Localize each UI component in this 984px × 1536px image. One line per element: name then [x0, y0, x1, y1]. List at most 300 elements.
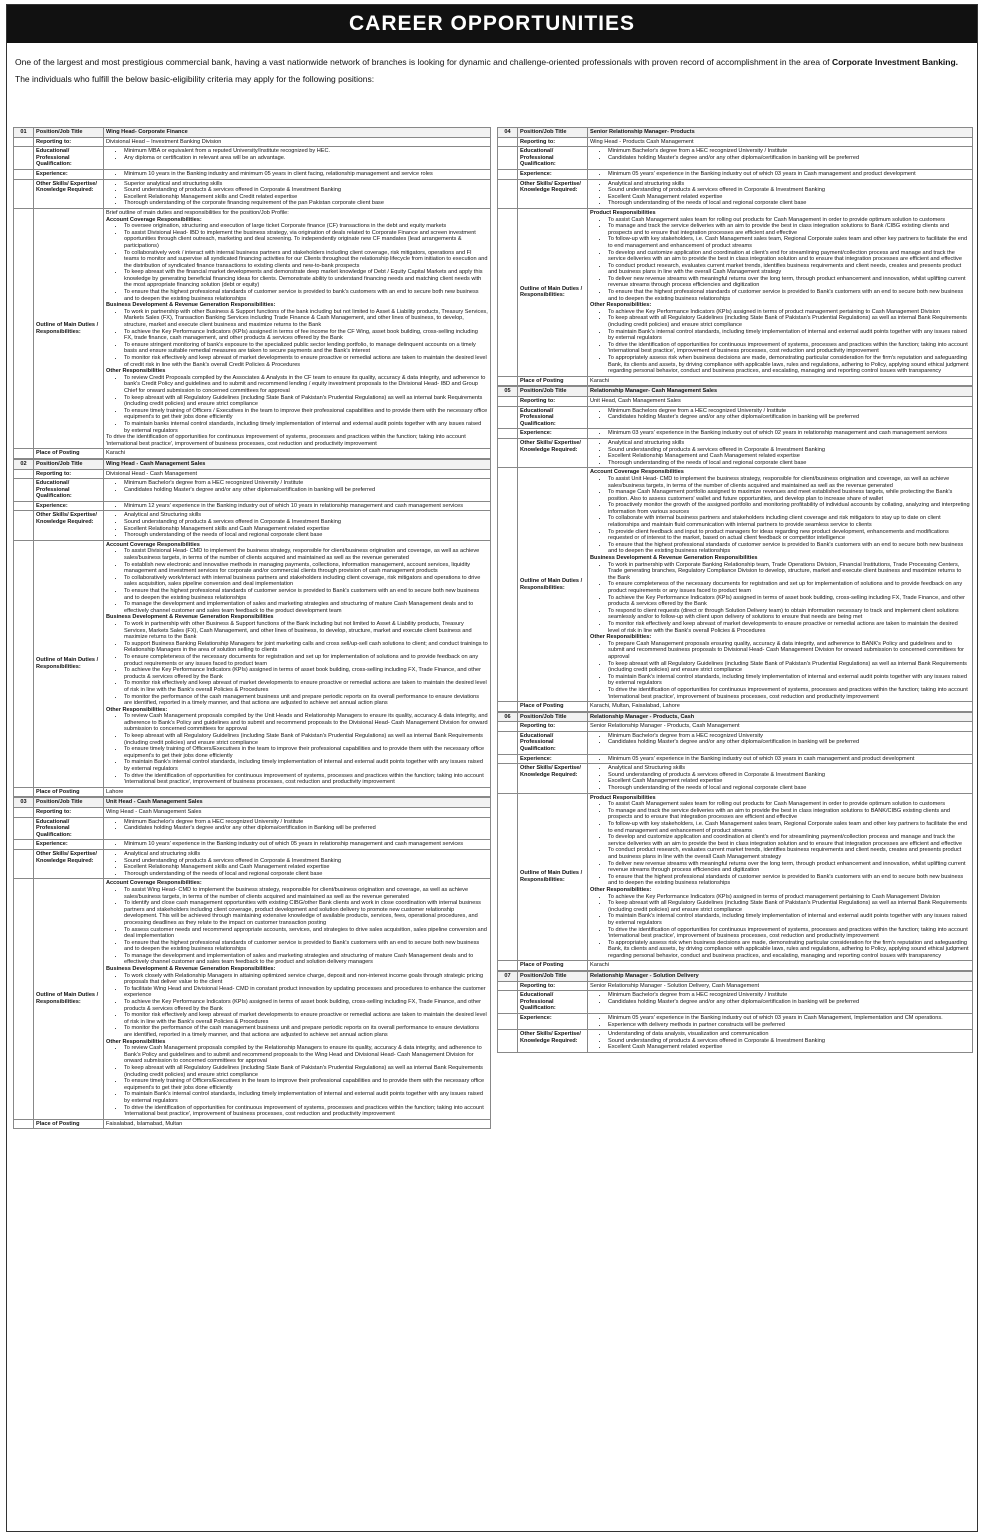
row-num-blank	[498, 429, 518, 439]
job-title: Relationship Manager - Solution Delivery	[588, 972, 973, 982]
intro-line1: One of the largest and most prestigious commercial bank, having a vast nationwide network of branches is looking for dynamic and challenge-oriented professionals with proven record of accomplishment in the area of	[15, 57, 830, 67]
bullet-item: • Minimum 05 years' experience in the Banking industry out of which 03 years in cash management and product development	[608, 756, 970, 763]
skills-row	[14, 179, 491, 208]
duties-row	[498, 208, 973, 376]
duty-item: • To keep abreast with all Regulatory Guidelines (including State Bank of Pakistan's Prudential Regulations) as well as internal bank Requirements (including credit policies) and ensure strict compliance	[124, 395, 488, 408]
job-title: Unit Head - Cash Management Sales	[104, 798, 491, 808]
skills-label: Other Skills/ Expertise/ Knowledge Required:	[518, 1030, 588, 1053]
bullet-list	[590, 408, 970, 421]
duties-list	[590, 309, 970, 375]
duties-label: Outline of Main Duties / Responsibilities:	[34, 540, 104, 787]
place-label: Place of Posting	[34, 787, 104, 797]
reporting-value: Senior Relationship Manager - Products, Cash Management	[588, 722, 973, 732]
duty-item: • To assist Cash Management sales team for rolling out products for Cash Management in order to provide optimum solution to customers	[608, 801, 970, 808]
field-value	[104, 817, 491, 840]
field-value	[104, 511, 491, 540]
row-num-blank	[14, 840, 34, 850]
duty-item: • To drive the identification of opportunities for continuous improvement of systems, processes and practices within the function; taking into account 'international best practice', improvement of business processes, cost reduction and productivity improvement	[608, 927, 970, 940]
experience-label: Experience:	[34, 501, 104, 511]
reporting-row	[14, 808, 491, 818]
reporting-label: Reporting to:	[518, 396, 588, 406]
field-value	[588, 764, 973, 793]
education-row	[498, 731, 973, 754]
row-num-blank	[14, 808, 34, 818]
bullet-list	[590, 733, 970, 746]
bullet-list	[590, 430, 970, 437]
duty-item: • To work in partnership with Corporate Banking Relationship team, Trade Operations Division, Financial Institutions, Trade Processing Centers, Trade generating branches, Regulatory Compliance Division to develop, structure, market and execute client business and maximize returns to the Bank	[608, 562, 970, 582]
bullet-item: • Sound understanding of products & services offered in Corporate & Investment Banking	[124, 187, 488, 194]
skills-row	[14, 511, 491, 540]
duty-item: • To drive the identification of opportunities for continuous improvement of systems, processes and practices within the function; taking into account 'international best practice', improvement of business processes, cost reduction and productivity improvement	[608, 687, 970, 700]
duty-item: • To keep abreast with the financial market developments and demonstrate deep market knowledge of Debt / Equity Capital Markets and apply this knowledge by generating beneficial financing ideas for clients. Demonstrate ability to understand financing needs and matching client needs with the most appropriate financing solution (debt or equity)	[124, 269, 488, 289]
job-number: 02	[14, 459, 34, 469]
duty-item: • To work closely with Relationship Managers in attaining optimized service charge, deposit and non-interest income goals through strategic pricing proposals that deliver value to the client	[124, 973, 488, 986]
place-row	[14, 449, 491, 459]
bullet-item: • Analytical and structuring skills	[608, 181, 970, 188]
job-header-row	[498, 128, 973, 138]
row-num-blank	[14, 449, 34, 459]
duties-list	[106, 1045, 488, 1118]
reporting-value: Wing Head - Products Cash Management	[588, 137, 973, 147]
reporting-label: Reporting to:	[518, 981, 588, 991]
duty-item: • To achieve the Key Performance Indicators (KPIs) assigned in terms of product management pertaining to Cash Management Division	[608, 309, 970, 316]
duties-heading: Account Coverage Responsibilities:	[106, 880, 202, 887]
row-num-blank	[498, 702, 518, 712]
education-label: Educational/ Professional Qualification:	[518, 731, 588, 754]
field-value	[588, 438, 973, 467]
bullet-list	[106, 171, 488, 178]
job-table-03	[13, 797, 491, 1129]
duty-item: • To assist Unit Head- CMD to implement the business strategy, responsible for client/business origination and coverage, as well as achieve sales/business targets, in terms of the number of clients acquired and maintained as well as the revenue generated	[608, 476, 970, 489]
duties-list	[106, 375, 488, 434]
duties-heading: Other Responsibilities:	[590, 634, 652, 641]
duty-item: • To support Business Banking Relationship Managers for joint marketing calls and cross sell/up-sell cash solutions to client; and conduct trainings to Relationship Managers in the area of solution selling to clients	[124, 641, 488, 654]
duty-item: • To deliver new revenue streams with meaningful returns over the long term, through product enhancement and innovation, whilst uplifting current revenue streams through process efficiencies and digitization	[608, 861, 970, 874]
bullet-list	[590, 756, 970, 763]
bullet-list	[590, 992, 970, 1005]
skills-row	[14, 849, 491, 878]
right-column	[497, 127, 973, 1053]
bullet-list	[106, 480, 488, 493]
job-table-07	[497, 971, 973, 1053]
field-value	[588, 147, 973, 170]
education-label: Educational/ Professional Qualification:	[518, 147, 588, 170]
field-value	[588, 754, 973, 764]
duties-list	[106, 713, 488, 786]
duty-item: • To conduct product research, evaluates current market trends, identifies business requirements and client needs, creates and presents product and business plans in line with the overall Cash Management strategy	[608, 263, 970, 276]
bullet-item: • Candidates holding Master's degree and/or any other diploma/certification in banking will be preferred	[124, 487, 488, 494]
duty-item: • To achieve the Key Performance Indicators (KPIs) assigned in terms of asset book building, cross-selling including FX, Trade Finance, and other products & services offered by the Bank	[608, 595, 970, 608]
position-label: Position/Job Title	[34, 798, 104, 808]
bullet-item: • Thorough understanding of the corporate financing requirement of the pan Pakistan corporate client base	[124, 200, 488, 207]
place-value: Faisalabad, Islamabad, Multan	[104, 1119, 491, 1129]
duty-item: • To maintain banks internal control standards, including timely implementation of internal and external audit points together with any issues raised by external regulators	[124, 421, 488, 434]
bullet-item: • Candidates holding Master's degree and/or any other diploma/certification in banking will be preferred	[608, 999, 970, 1006]
duty-item: • To ensure that the highest professional standards of customer service is provided to Bank's customers with an end to secure both new business and to deepen the existing business relationships	[608, 542, 970, 555]
duties-row	[14, 540, 491, 787]
duty-item: • To keep abreast with all Regulatory Guidelines (including State Bank of Pakistan's Prudential Regulations) as well as internal Bank Requirements (including credit policies) and ensure strict compliance	[608, 900, 970, 913]
education-row	[14, 479, 491, 502]
bullet-list	[106, 851, 488, 877]
job-table-04	[497, 127, 973, 386]
job-number: 01	[14, 128, 34, 138]
job-header-row	[498, 387, 973, 397]
duties-heading: Account Coverage Responsibilities	[590, 469, 684, 476]
education-row	[498, 406, 973, 429]
job-title: Relationship Manager- Cash Management Sales	[588, 387, 973, 397]
reporting-value: Unit Head, Cash Management Sales	[588, 396, 973, 406]
bullet-list	[590, 181, 970, 207]
duty-item: • To drive the identification of opportunities for continuous improvement of systems, processes and practices within the function; taking into account 'international best practice', improvement of business processes, cost reduction and productivity improvement	[124, 1105, 488, 1118]
bullet-item: • Excellent Cash Management related expertise	[608, 1044, 970, 1051]
duties-heading: Business Development & Revenue Generation Responsibilities	[106, 614, 274, 621]
duty-item: • To maintain Bank's internal control standards, including timely implementation of internal and external audit points together with any issues raised by external regulators	[608, 913, 970, 926]
duties-row	[14, 879, 491, 1119]
row-num-blank	[14, 849, 34, 878]
row-num-blank	[498, 376, 518, 386]
education-row	[498, 147, 973, 170]
duty-item: • To follow-up with key stakeholders, i.e. Cash Management sales team, Regional Corporate sales team and other key partners to facilitate the end to end management and enhancement of product streams	[608, 236, 970, 249]
duties-heading: Product Responsibilities	[590, 794, 656, 801]
duty-item: • To establish new electronic and innovative methods in managing payments, collections, information management, account services, liquidity management and investment services for corporate and/or commercial clients through provision of cash management products	[124, 562, 488, 575]
bullet-list	[106, 819, 488, 832]
education-row	[498, 991, 973, 1014]
duty-item: • To monitor the performance of the cash management business unit and prepare periodic reports on its overall performance to ensure deviations are identified, reported in a timely manner, and that actions are adjusted to achieve set annual action plans	[124, 694, 488, 707]
bullet-item: • Thorough understanding of the needs of local and regional corporate client base	[124, 871, 488, 878]
duty-item: • To monitor risk effectively and keep abreast of market developments to ensure proactive or remedial actions are taken to maintain the desired level of risk in line with the Bank's overall Policies & Procedures	[124, 1012, 488, 1025]
place-row	[498, 376, 973, 386]
duty-item: • To achieve the Key Performance Indicators (KPIs) assigned in terms of asset book building, cross-selling including FX, Trade Finance, and other products & services offered by the Bank	[124, 667, 488, 680]
duty-item: • To develop and customize application and coordination at client's end for streamlining payment/collection process and manage and track the service deliveries with an aim to provide the best in class integration solution and to ensure that integration processes are efficient and effective	[608, 250, 970, 263]
duty-item: • To follow-up with key stakeholders, i.e. Cash Management sales team, Regional Corporate sales team and other key partners to facilitate the end to end management and enhancement of product streams	[608, 821, 970, 834]
duty-item: • To proactively monitor the growth of the assigned portfolio and monitoring profitability of individual accounts by collating, analyzing and interpreting information from various sources	[608, 502, 970, 515]
duty-item: • To ensure completeness of the necessary documents for registration and set up for implementation of solutions and to provide feedback on any product requirements or any issues faced to product team	[608, 581, 970, 594]
bullet-list	[590, 148, 970, 161]
bullet-item: • Thorough understanding of the needs of local and regional corporate client base	[124, 532, 488, 539]
place-label: Place of Posting	[518, 702, 588, 712]
field-value	[104, 169, 491, 179]
duty-item: • To maintain Bank's internal control standards, including timely implementation of internal and external audit points together with any issues raised by external regulators	[608, 329, 970, 342]
bullet-item: • Excellent Relationship Management skills and Cash Management related expertise	[124, 526, 488, 533]
bullet-item: • Thorough understanding of the needs of local and regional corporate client base	[608, 460, 970, 467]
duty-item: • To ensure that the highest professional standards of customer service is provided to Bank's customers with an end to secure both new business and to deepen the existing business relationships	[124, 588, 488, 601]
job-table-01	[13, 127, 491, 459]
reporting-label: Reporting to:	[518, 137, 588, 147]
row-num-blank	[498, 754, 518, 764]
reporting-value: Divisional Head - Cash Management	[104, 469, 491, 479]
bullet-item: • Excellent Cash Management related expertise	[608, 194, 970, 201]
skills-row	[498, 1030, 973, 1053]
duties-list	[106, 548, 488, 614]
bullet-item: • Minimum 03 years' experience in the Banking industry out of which 02 years in relationship management and cash management services	[608, 430, 970, 437]
duties-list	[590, 641, 970, 700]
job-title: Relationship Manager - Products, Cash	[588, 712, 973, 722]
row-num-blank	[14, 147, 34, 170]
row-num-blank	[14, 1119, 34, 1129]
bullet-list	[590, 1031, 970, 1051]
row-num-blank	[14, 137, 34, 147]
skills-row	[498, 764, 973, 793]
row-num-blank	[14, 540, 34, 787]
bullet-item: • Sound understanding of products & services offered in Corporate & Investment Banking	[608, 772, 970, 779]
duties-list	[106, 309, 488, 368]
duty-item: • To manage the development and implementation of sales and marketing strategies and structuring of mature Cash Management deals and to effectively channel customer and sales team feedback to the product development team	[124, 601, 488, 614]
reporting-row	[498, 981, 973, 991]
bullet-item: • Excellent Relationship Management skills and Credit related expertise	[124, 194, 488, 201]
row-num-blank	[498, 179, 518, 208]
duty-item: • To drive the identification of opportunities for continuous improvement of systems, processes and practices within the function; taking into account 'international best practice', improvement of business processes, cost reduction and productivity improvement	[608, 342, 970, 355]
field-value	[104, 840, 491, 850]
experience-label: Experience:	[518, 754, 588, 764]
intro-line2: The individuals who fulfill the below basic-eligibility criteria may apply for the following positions:	[15, 74, 375, 84]
place-row	[14, 787, 491, 797]
duties-heading: Other Responsibilities:	[590, 302, 652, 309]
field-value	[104, 147, 491, 170]
job-number: 04	[498, 128, 518, 138]
left-column	[13, 127, 491, 1129]
duties-value	[588, 208, 973, 376]
experience-row	[14, 169, 491, 179]
place-value: Karachi	[588, 376, 973, 386]
row-num-blank	[498, 468, 518, 702]
duties-value	[588, 793, 973, 961]
row-num-blank	[14, 179, 34, 208]
duties-heading: Account Coverage Responsibilities	[106, 541, 200, 548]
duties-heading: Business Development & Revenue Generation Responsibilities:	[106, 302, 276, 309]
row-num-blank	[14, 787, 34, 797]
experience-row	[498, 429, 973, 439]
bullet-list	[106, 148, 488, 161]
bullet-item: • Excellent Relationship Management and Cash Management related expertise	[608, 453, 970, 460]
duty-item: • To ensure timely training of Officers/Executives in the team to improve their professional capabilities and to provide them with the necessary office equipment's to get their jobs done efficiently	[124, 746, 488, 759]
duty-item: • To respond to client requests (direct or through Solution Delivery team) to obtain information necessary to track and implement client solutions seamlessly and/or to follow-up with client upon delivery of solutions to ensure that needs are being met	[608, 608, 970, 621]
reporting-value: Wing Head - Cash Management Sales	[104, 808, 491, 818]
duty-item: • To keep abreast with all Regulatory Guidelines (including State Bank of Pakistan's Prudential Regulations) as well as internal Bank Requirements (including credit policies) and ensure strict compliance	[124, 733, 488, 746]
duty-item: • To prepare Cash Management proposals ensuring quality, accuracy & data integrity, and adherence to BANK's Policy and guidelines and to submit and recommend business proposals to Divisional Head- Cash Management Division for onward submission to concerned committees for approval	[608, 641, 970, 661]
skills-label: Other Skills/ Expertise/ Knowledge Required:	[518, 764, 588, 793]
reporting-value: Divisional Head – Investment Banking Division	[104, 137, 491, 147]
bullet-item: • Candidates holding Master's degree and/or any other diploma/certification in banking will be preferred	[608, 155, 970, 162]
job-number: 03	[14, 798, 34, 808]
duties-heading: Other Responsibilities	[106, 368, 166, 375]
bullet-item: • Candidates holding Master's degree and/or any other diploma/certification in banking will be preferred	[608, 739, 970, 746]
row-num-blank	[14, 879, 34, 1119]
reporting-label: Reporting to:	[518, 722, 588, 732]
bullet-item: • Superior analytical and structuring skills	[124, 181, 488, 188]
duty-item: • To ensure completeness of the necessary documents for registration and set up for implementation of solutions and to provide feedback on any product requirements or any issues faced to product team	[124, 654, 488, 667]
duties-row	[14, 208, 491, 448]
duties-list	[590, 894, 970, 960]
bullet-item: • Sound understanding of products & services offered in Corporate & Investment Banking	[608, 447, 970, 454]
row-num-blank	[498, 396, 518, 406]
place-value: Lahore	[104, 787, 491, 797]
row-num-blank	[498, 981, 518, 991]
bullet-item: • Minimum 10 years' experience in the Banking industry out of which 05 years in relationship management and cash management services	[124, 841, 488, 848]
duty-item: • To ensure stringent monitoring of bank's exposure to the specialized public sector lending portfolio, to manage delinquent accounts on a timely basis and ensure suitable remedial measures are taken to secure payments and the Bank's interest	[124, 342, 488, 355]
duties-value	[104, 208, 491, 448]
row-num-blank	[498, 406, 518, 429]
place-row	[498, 702, 973, 712]
duty-item: • To maintain Bank's internal control standards, including timely implementation of internal and external audit points together with any issues raised by external regulators	[124, 1091, 488, 1104]
row-num-blank	[498, 1014, 518, 1030]
duties-list	[590, 476, 970, 555]
bullet-item: • Analytical and Structuring skills	[124, 512, 488, 519]
bullet-item: • Sound understanding of products & services offered in Corporate & Investment Banking	[608, 187, 970, 194]
bullet-list	[106, 181, 488, 207]
job-table-06	[497, 712, 973, 971]
duties-list	[590, 562, 970, 635]
duty-item: • To maintain Bank's internal control standards, including timely implementation of internal and external audit points together with any issues raised by external regulators	[608, 674, 970, 687]
job-header-row	[14, 459, 491, 469]
duty-item: • To work in partnership with other Business & Support functions of the bank including but not limited to Asset & Liability products, Treasury Services, Markets Sales (FX), Transaction Banking Services including Trade Finance & Cash Management, and other lines of business, to develop, structure, market and execute client business and maximize returns to the Bank	[124, 309, 488, 329]
job-header-row	[498, 972, 973, 982]
bullet-item: • Candidates holding Master's degree and/or any other diploma/certification in Banking will be preferred	[124, 825, 488, 832]
experience-row	[14, 840, 491, 850]
bullet-item: • Minimum 10 years in the Banking industry and minimum 05 years in client facing, relationship management and service roles	[124, 171, 488, 178]
row-num-blank	[14, 501, 34, 511]
duty-item: • To review Cash Management proposals compiled by the Relationship Managers to ensure its quality, accuracy & data integrity, and adherence to Bank's Policy and guidelines and to submit and recommend proposals to the Wing Head and Divisional Head- Cash Management Division for onward submission to concerned committees for approval	[124, 1045, 488, 1065]
position-label: Position/Job Title	[518, 972, 588, 982]
bullet-item: • Thorough understanding of the needs of local and regional corporate client base	[608, 200, 970, 207]
banner-title: CAREER OPPORTUNITIES	[7, 5, 977, 43]
field-value	[104, 179, 491, 208]
duty-item: • To drive the identification of opportunities for continuous improvement of systems, processes and practices within the function; taking into account 'international best practice', improvement of business processes, cost reduction and productivity improvement	[124, 773, 488, 786]
skills-row	[498, 179, 973, 208]
bullet-list	[106, 841, 488, 848]
field-value	[104, 849, 491, 878]
bullet-item: • Thorough understanding of the needs of local and regional corporate client base	[608, 785, 970, 792]
duties-list	[106, 887, 488, 966]
bullet-item: • Excellent Relationship Management skills and Cash Management related expertise	[124, 864, 488, 871]
place-row	[14, 1119, 491, 1129]
duty-item: • To ensure that the highest professional standards of customer service is provided to Bank's customers with an end to secure both new business and to deepen the existing business relationships	[608, 874, 970, 887]
duty-item: • To manage and track the service deliveries with an aim to provide the best in class integration solutions to Bank /CIBG existing clients and prospects and to ensure that integration processes are efficient and effective	[608, 223, 970, 236]
duty-item: • To achieve the Key Performance Indicators (KPIs) assigned in terms of fee income for the CF Wing, asset book building, cross-selling including FX, trade finance, cash management, and other products & services offered by the Bank	[124, 329, 488, 342]
bullet-item: • Minimum 05 years' experience in the Banking industry out of which 03 years in Cash management and product development	[608, 171, 970, 178]
row-num-blank	[498, 137, 518, 147]
bullet-item: • Sound understanding of products & services offered in Corporate & Investment Banking	[608, 1038, 970, 1045]
duties-list	[106, 223, 488, 302]
bullet-list	[590, 440, 970, 466]
row-num-blank	[14, 479, 34, 502]
duty-item: • To keep abreast with all Regulatory Guidelines (including State Bank of Pakistan's Prudential Regulations) as well as internal Bank Requirements (including credit policies) and ensure strict compliance	[124, 1065, 488, 1078]
reporting-label: Reporting to:	[34, 469, 104, 479]
job-header-row	[14, 798, 491, 808]
skills-label: Other Skills/ Expertise/ Knowledge Required:	[34, 511, 104, 540]
field-value	[588, 1014, 973, 1030]
duties-heading: Product Responsibilities	[590, 209, 656, 216]
duties-row	[498, 468, 973, 702]
row-num-blank	[498, 438, 518, 467]
field-value	[588, 406, 973, 429]
row-num-blank	[498, 991, 518, 1014]
experience-label: Experience:	[518, 169, 588, 179]
duty-item: • To ensure that the highest professional standards of customer service is provided to bank's customers with an end to secure both new business and to deepen the existing business relationships	[124, 289, 488, 302]
bullet-item: • Experience with delivery methods in partner constructs will be preferred	[608, 1022, 970, 1029]
bullet-item: • Analytical and structuring skills	[124, 851, 488, 858]
field-value	[588, 731, 973, 754]
reporting-row	[498, 137, 973, 147]
bullet-item: • Excellent Cash Management related expertise	[608, 778, 970, 785]
duties-label: Outline of Main Duties / Responsibilities:	[518, 793, 588, 961]
duties-value	[588, 468, 973, 702]
row-num-blank	[498, 722, 518, 732]
job-table-02	[13, 459, 491, 798]
bullet-item: • Sound understanding of products & services offered in Corporate & Investment Banking	[124, 519, 488, 526]
duty-item: • To monitor risk effectively and keep abreast of market developments to ensure proactive or remedial actions are taken to maintain the desired level of risk in line with the Bank's overall Policies & Procedures	[608, 621, 970, 634]
row-num-blank	[498, 731, 518, 754]
education-row	[14, 817, 491, 840]
job-table-05	[497, 386, 973, 711]
intro-paragraph	[15, 57, 969, 68]
row-num-blank	[14, 469, 34, 479]
duty-item: • To manage the development and implementation of sales and marketing strategies and structuring of mature Cash Management deals and to effectively channel customer and sales team feedback to the product and solution delivery managers	[124, 953, 488, 966]
education-row	[14, 147, 491, 170]
row-num-blank	[498, 208, 518, 376]
place-label: Place of Posting	[518, 376, 588, 386]
place-label: Place of Posting	[34, 1119, 104, 1129]
row-num-blank	[14, 208, 34, 448]
experience-row	[498, 169, 973, 179]
bullet-item: • Any diploma or certification in relevant area will be an advantage.	[124, 155, 488, 162]
field-value	[588, 169, 973, 179]
duty-item: • To assist Divisional Head- CMD to implement the business strategy, responsible for client/business origination and coverage, as well as achieve sales/business targets, in terms of the number of clients acquired and maintained as well as the revenue generated	[124, 548, 488, 561]
field-value	[588, 429, 973, 439]
reporting-row	[498, 396, 973, 406]
bullet-item: • Minimum Bachelor's degree from a HEC recognized University / Institute	[124, 819, 488, 826]
duties-list	[590, 217, 970, 303]
duty-item: • To ensure that the highest professional standards of customer service is provided to Bank's customers with an end to secure both new business and to deepen the existing business relationships	[608, 289, 970, 302]
bullet-item: • Understanding of data analysis, visualization and communication	[608, 1031, 970, 1038]
duty-item: • To achieve the Key Performance Indicators (KPIs) assigned in terms of product management pertaining to Cash Management Division	[608, 894, 970, 901]
duty-item: • To collaboratively work/interact with internal business partners and stakeholders including client coverage, risk mitigators and operations to drive sales acquisition, sales pipeline conversion and deal implementation	[124, 575, 488, 588]
position-label: Position/Job Title	[34, 459, 104, 469]
duty-item: • To monitor risk effectively and keep abreast of market developments to ensure proactive or remedial actions are taken to maintain the desired level of risk in line with the Bank's overall Policies & Procedures	[124, 680, 488, 693]
duties-list	[590, 801, 970, 887]
job-header-row	[14, 128, 491, 138]
experience-row	[498, 1014, 973, 1030]
duty-item: • To assist Divisional Head- IBD to implement the business strategy, via origination of deals related to Corporate Finance and screen investment opportunities through client outreach, marketing and deal screening. To independently originate new CF mandates (lead arrangements & participations)	[124, 230, 488, 250]
bullet-item: • Minimum Bachelor's degree from a HEC recognized University / Institute	[608, 992, 970, 999]
row-num-blank	[14, 169, 34, 179]
row-num-blank	[498, 169, 518, 179]
bullet-item: • Candidates holding Master's degree and/or any other diploma/certification in banking will be preferred	[608, 414, 970, 421]
field-value	[588, 179, 973, 208]
row-num-blank	[498, 764, 518, 793]
field-value	[588, 1030, 973, 1053]
bullet-item: • Minimum Bachelor's degree from a HEC recognized University / Institute	[124, 480, 488, 487]
duties-intro: Brief outline of main duties and responsibilities for the position/Job Profile:	[106, 209, 289, 216]
bullet-item: • Analytical and Structuring skills	[608, 765, 970, 772]
skills-label: Other Skills/ Expertise/ Knowledge Required:	[518, 179, 588, 208]
bullet-list	[590, 1015, 970, 1028]
duties-heading: Other Responsibilities	[106, 1038, 166, 1045]
bullet-item: • Minimum Bachelor's degree from a HEC recognized University / Institute	[608, 148, 970, 155]
duty-item: • To appropriately assess risk when business decisions are made, demonstrating particular consideration for the firm's reputation and safeguarding Bank, its clients and assets, by driving compliance with applicable laws, rules and regulations, adhering to Policy, applying sound ethical judgment regarding personal behavior, conduct and business practices, and escalating, managing and reporting control issues with transparency	[608, 355, 970, 375]
duty-item: • To ensure timely training of Officers / Executives in the team to improve their professional capabilities and to provide them with the necessary office equipment's to get their jobs done efficiently	[124, 408, 488, 421]
duty-item: • To assist Cash Management sales team for rolling out products for Cash Management in order to provide optimum solution to customers	[608, 217, 970, 224]
duties-label: Outline of Main Duties / Responsibilities:	[34, 208, 104, 448]
duty-item: • To oversee origination, structuring and execution of large ticket Corporate finance (CF) transactions in the debt and equity markets	[124, 223, 488, 230]
duty-item: • To collaborate with internal business partners and stakeholders including client coverage and risk mitigators to stay up to date on client relationships and maintain fluid communication with internal partners to provide seamless service to clients	[608, 515, 970, 528]
job-title: Wing Head- Corporate Finance	[104, 128, 491, 138]
duties-heading: Business Development & Revenue Generation Responsibilities:	[106, 966, 276, 973]
duties-heading: Other Responsibilities:	[106, 706, 168, 713]
duty-item: • To achieve the Key Performance Indicators (KPIs) assigned in terms of asset book building, cross-selling including FX, Trade Finance, and other products & services offered by the Bank	[124, 999, 488, 1012]
position-label: Position/Job Title	[518, 712, 588, 722]
job-number: 05	[498, 387, 518, 397]
bullet-item: • Minimum Bachelor's degree from a HEC recognized University	[608, 733, 970, 740]
